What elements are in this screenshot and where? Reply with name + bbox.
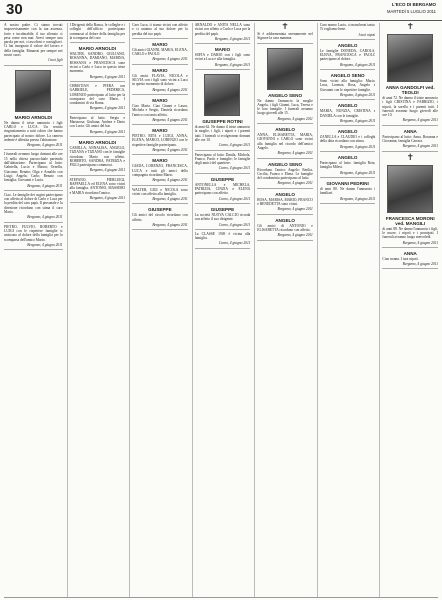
notice-place-date: Curno, 4 giugno 2011: [218, 222, 251, 227]
death-notice: [257, 46, 313, 124]
death-notice: [132, 157, 188, 185]
notice-text: Gli amici GIANNI, MARIA, ELENA, CARLO e PAOLO.: [132, 47, 188, 57]
notice-place-date: Bergamo, 4 giugno 2011: [402, 262, 438, 267]
deceased-name: ANNA: [403, 250, 417, 256]
column-6: [317, 23, 376, 597]
deceased-name: ANGELO: [337, 103, 358, 109]
notice-text: I Dirigenti della Banca, le colleghe e i colleghi dell'ufficio partecipano commossi al dolore della famiglia per la scomparsa del caro: [69, 23, 126, 40]
notice-place-date: Bergamo, 4 giugno 2011: [89, 129, 126, 134]
notice-place-date: Bergamo, 4 giugno 2011: [402, 118, 438, 123]
deceased-name: ANNA: [403, 128, 417, 134]
notice-text: WALTER, SANDRO, GIULIANO, ROSANNA, DAMIANO, MARINA, ROSSANA e FRANCESCA sono vicini a Carlo e Luca in questo triste momento.: [69, 52, 126, 74]
notice-place-date: Bergamo, 4 giugno 2011: [277, 151, 313, 156]
deceased-name: ANGELO SENO: [268, 92, 303, 98]
notice-text: La CLASSE 1949 è vicina alla famiglia.: [194, 231, 251, 241]
notice-text: Ne danno il triste annuncio i figli CARLO e LUCA. Un sentito ringraziamento a tutti coloro che hanno partecipato al nostro dolore. La camera ardente è allestita presso l'abitazione.: [4, 120, 63, 142]
notice-text: MARIA, NUNZIA, CRISTINA e DANIELA con le famiglie.: [319, 109, 376, 118]
death-notice: [320, 23, 376, 40]
death-notice: [320, 102, 376, 126]
notice-place-date: Bergamo, 4 giugno 2011: [152, 87, 188, 92]
notice-text: CAMILLA, ANNALISA, ANGELO, TIZIANA e TIZIANO con le famiglie ricordano Mario con affetto. ROBERTO, SANDRA, PATRIZIA e FIGLI partecipano commossi.: [69, 145, 126, 168]
notice-place-date: Bergamo, 4 giugno 2011: [340, 92, 376, 97]
notice-place-date: Bergamo, 4 giugno 2011: [340, 144, 376, 149]
deceased-name: FRANCESCA MORONI ved. MANGILI: [385, 215, 435, 226]
notice-text: Gli amici del circolo ricordano con affetto.: [132, 213, 188, 222]
notice-text: di anni 62. Ne danno il triste annuncio la moglie, i figli, i nipoti e i parenti tutti. I funerali si svolgeranno domani alle ore 10.: [194, 125, 251, 142]
notice-text: ANNA, ELISABETTA, MARIA, GIOVANNI e CARLO sono vicini alla famiglia nel ricordo dell'amico Angelo.: [257, 133, 313, 150]
notice-place-date: Bergamo, 4 giugno 2011: [89, 106, 126, 111]
column-7: [379, 23, 438, 597]
notice-text: Ne danno l'annuncio la moglie Angela, i figli Gianni, Luca, Teresa e le loro famiglie. I funerali avranno luogo giovedì alle 15.: [257, 98, 313, 116]
notice-place-date: Bergamo, 4 giugno 2011: [152, 178, 188, 183]
deceased-name: ANGELO: [337, 155, 358, 161]
notice-text: Si è addormentata serenamente nel Signore la cara mamma: [257, 32, 313, 41]
notice-place-date: Curno, 4 giugno 2011: [218, 196, 251, 201]
deceased-name: MARIO ARNOLDI: [14, 114, 52, 120]
deceased-name: GIUSEPPE: [210, 206, 235, 212]
death-notice: [132, 23, 188, 39]
deceased-name: ANNA GANDOLFI ved. TEOLDI: [385, 85, 435, 95]
death-notice: [4, 152, 63, 190]
notice-text: di anni 88. Ne danno l'annuncio i figli, le nuore, i nipoti e i pronipoti. I funerali avranno luogo mercoledì.: [382, 226, 438, 240]
notice-place-date: Bergamo, 4 giugno 2011: [89, 195, 126, 200]
deceased-name: GIUSEPPE ROTINI: [202, 119, 243, 125]
death-notice: [70, 84, 126, 114]
death-notice: [195, 206, 251, 230]
notice-text: Sono vicini alla famiglia: Mario, Luca, Lorenza, Rosa, Angelo e Giovanni con le rispettive famiglie.: [319, 79, 376, 92]
death-notice: [70, 178, 126, 203]
notice-text: WALTER, GIGI e NICOLA sono vicini con affetto alla famiglia.: [132, 187, 188, 196]
death-notice: [132, 41, 188, 65]
death-notice: [195, 46, 251, 70]
death-notice: [4, 225, 63, 250]
notice-text: Le famiglie DONEDA, CAROLA, ELENA, FRANCESCA e PAOLO partecipano al dolore.: [319, 48, 376, 62]
death-notice: [4, 23, 63, 66]
death-notice: [320, 128, 376, 152]
notice-text: PIETRO, FULVIO, ROBERTO e LUIGI con le rispettive famiglie si uniscono al dolore della famiglia per la scomparsa dell'amico Mario.: [4, 224, 63, 242]
notice-place-date: Bergamo, 4 giugno 2011: [340, 170, 376, 175]
portrait-photo: [387, 165, 433, 213]
notice-place-date: Bergamo, 4 giugno 2011: [27, 143, 63, 148]
notice-place-date: Bergamo, 4 giugno 2011: [277, 116, 313, 121]
death-notice: [320, 42, 376, 70]
death-notice: [257, 161, 313, 189]
death-notice: [195, 153, 251, 174]
deceased-name: ANGELO: [337, 42, 358, 48]
deceased-name: MARIO: [152, 41, 168, 47]
notice-text: Ciao. Le famiglie dei cugini partecipano con affetto al dolore di Carlo e Luca per la perdita del caro papà. Il personale e la direzione ricordano con stima il caro Mario.: [4, 192, 63, 215]
notice-place-date: Bergamo, 4 giugno 2011: [89, 168, 126, 173]
notice-place-date: Bergamo, 4 giugno 2011: [340, 62, 376, 67]
notice-place-date: Bergamo, 4 giugno 2011: [27, 183, 63, 188]
masthead: [0, 0, 442, 21]
cross-icon: ✝: [281, 23, 289, 32]
death-notice: [320, 72, 376, 100]
death-notice: [382, 128, 438, 152]
death-notice: [132, 206, 188, 230]
cross-icon: ✝: [406, 23, 414, 32]
death-notice: [4, 193, 63, 223]
notice-place-date: Bergamo, 4 giugno 2011: [27, 242, 63, 247]
death-notice: [132, 67, 188, 95]
notice-place-date: Bergamo, 4 giugno 2011: [277, 181, 313, 186]
notice-text: ARNALDO e ANITA NELLA sono vicini con affetto a Carlo e Luca per la perdita del papà.: [194, 23, 251, 36]
portrait-photo: [387, 34, 433, 82]
notice-text: La società NUOVA CALCIO ricorda con affetto il suo dirigente.: [194, 212, 251, 222]
deceased-name: MARIO: [152, 128, 168, 134]
notice-text: SOFIA e DARIO con i figli sono vicini a Luca e alla famiglia.: [194, 53, 251, 62]
death-notice: [382, 250, 438, 270]
death-notice: [70, 23, 126, 43]
deceased-name: MARIO ARNOLDI: [78, 46, 117, 52]
death-notice: [70, 45, 126, 82]
notice-place-date: Bergamo, 4 giugno 2011: [402, 240, 438, 245]
notice-text: di anni 72. Ne danno il triste annuncio i figli CRISTINA e FABRIZIO, i nipoti, la sorella e i parenti tutti. I funerali avranno luogo giovedì alle ore 10.: [382, 96, 438, 118]
page-number: 30: [6, 1, 23, 18]
portrait-photo: [267, 48, 303, 90]
deceased-name: GIUSEPPE: [148, 207, 172, 213]
death-notice: [382, 23, 438, 126]
death-notice: [70, 116, 126, 137]
column-2: [67, 23, 126, 597]
deceased-name: GIUSEPPE: [210, 176, 235, 182]
notice-text: ROSA, MARISA, MARIO, FRANCO e BENEDETTA sono vicini.: [257, 197, 313, 207]
notice-columns: [4, 23, 438, 597]
deceased-name: MARIO ARNOLDI: [78, 139, 117, 145]
death-notice: [70, 139, 126, 176]
death-notice: [132, 97, 188, 125]
column-1: [4, 23, 63, 597]
notice-text: di anni 80. Ne danno l'annuncio i familiari.: [319, 186, 376, 196]
death-notice: [195, 72, 251, 150]
deceased-name: ANGELO: [275, 191, 295, 197]
notice-place-date: Bergamo, 4 giugno 2011: [214, 36, 251, 41]
notice-text: Ciao nonna. I tuoi nipoti.: [382, 256, 419, 261]
death-notice: [257, 217, 313, 241]
notice-place-date: Curno, 4 giugno 2011: [218, 241, 251, 246]
column-5: [254, 23, 313, 597]
deceased-name: MARIO: [152, 67, 168, 73]
notice-text: ANTONELLA e MICHELA, PATRIZIA, CINZIA e ELENA partecipano con affetto.: [194, 182, 251, 196]
notice-place-date: Bergamo, 4 giugno 2011: [27, 215, 63, 220]
notice-text: Ciao Mario. Ciao Gianni e Laura, Michela e Sergio, Daniela ricordano l'amico con tanto affetto.: [132, 103, 188, 117]
portrait-photo: [204, 74, 240, 116]
notice-place-date: Bergamo, 4 giugno 2011: [340, 118, 376, 123]
notice-place-date: Bergamo, 4 giugno 2011: [152, 117, 188, 122]
death-notice: [320, 180, 376, 204]
notice-text: Ricordano l'amico Angelo: Emilia, Cecilia, Franco e Elena. Le famiglie del condominio partecipano al lutto.: [257, 167, 313, 181]
notice-text: Caro Luca, ti siamo vicini con affetto e ci uniamo al tuo dolore per la perdita del tuo papà.: [132, 23, 188, 36]
bottom-rule: [4, 597, 438, 598]
notice-place-date: Bergamo, 4 giugno 2011: [277, 233, 313, 238]
death-notice: [132, 127, 188, 155]
cross-icon: ✝: [406, 152, 414, 163]
notice-text: A nostro padre. Ci siamo trovati improvvisamente con la tua assenza, forte e incolmabile, il tuo silenzio ci pesa come non mai. Avevi sempre una parola per noi, ci ascoltavi e consigliavi. Ci hai insegnato il valore del lavoro e della famiglia. Rimarrai per sempre nei nostri cuori.: [4, 23, 63, 58]
death-notice: [195, 176, 251, 204]
notice-text: Partecipano al lutto: Danila, Michela, Franco, Paolo e famiglie; le famiglie degli amici del quartiere.: [194, 152, 251, 166]
notice-place-date: Bergamo, 4 giugno 2011: [152, 223, 188, 228]
deceased-name: MARIO: [152, 158, 168, 164]
notice-place-date: Bergamo, 4 giugno 2011: [152, 57, 188, 62]
notice-place-date: Bergamo, 4 giugno 2011: [152, 197, 188, 202]
column-3: [129, 23, 188, 597]
column-4: [192, 23, 251, 597]
death-notice: [257, 126, 313, 158]
notice-text: PIETRO, RITA e LUIGI, ANNA, ELENA, MARCO, LORENZO con le rispettive famiglie partecipano.: [132, 134, 188, 147]
notice-place-date: Bergamo, 4 giugno 2011: [152, 148, 188, 153]
notice-text: CHRISTIAN e PIERA con GABRIELE, FEDERICA, LORENZO partecipano al lutto per la scomparsa del caro Mario. I condomini di via Roma.: [69, 83, 126, 106]
notice-place-date: Bergamo, 4 giugno 2011: [340, 196, 376, 201]
deceased-name: ANGELO SENO: [268, 161, 303, 167]
notice-place-date: Curno, 4 giugno 2011: [218, 166, 251, 171]
deceased-name: MARIO: [152, 97, 168, 103]
death-notice: [382, 154, 438, 248]
death-notice: [257, 23, 313, 44]
deceased-name: GIOVANNI PEDRINI: [326, 180, 369, 186]
deceased-name: ANGELO: [275, 217, 295, 223]
notice-text: I funerali avranno luogo domani alle ore 15 nella chiesa parrocchiale partendo dall'abitazione. Partecipano al lutto: Gabriella, Lucio e Maura; Ornella; Giacomo; Renato; Olga e Arnaldo con Luigi; Angela; Carlo; Renato con famiglia; Giovanni e Lucia.: [4, 152, 63, 183]
notice-text: Gli amici FLAVIA, NICOLA e SILVIA con i figli sono vicini a Luca in questo momento di dolore.: [132, 73, 188, 87]
notice-place-date: Bergamo, 4 giugno 2011: [277, 207, 313, 212]
death-notice: [195, 23, 251, 44]
notice-text: Partecipano al lutto: Sergio e Mariarosa; Giuliana; Andrea e Dario con Lucia. Gli amici del bar.: [69, 115, 126, 129]
notice-place-date: Curno, 4 giugno 2011: [218, 143, 251, 148]
newspaper-name: L'ECO DI BERGAMO: [391, 2, 436, 7]
notice-place-date: Bergamo, 4 giugno 2011: [402, 144, 438, 149]
notice-text: GIADA, LORENZO, FRANCESCA, LUCA e tutti gli amici della compagnia ricordano Mario.: [132, 164, 188, 177]
notice-text: Partecipano al lutto: Anna, Rosanna e Giovanna; famiglia Carrara.: [382, 134, 438, 144]
issue-date: MARTEDÌ 5 LUGLIO 2011: [387, 9, 436, 14]
death-notice: [257, 191, 313, 215]
notice-place-date: I tuoi nipoti: [358, 32, 376, 37]
portrait-photo: [15, 70, 51, 112]
deceased-name: ANGELO: [275, 127, 295, 133]
death-notice: [132, 188, 188, 205]
notice-text: Partecipano al lutto: famiglia Rota, famiglia Milesi.: [319, 161, 376, 170]
death-notice: [195, 232, 251, 249]
notice-place-date: Bergamo, 4 giugno 2011: [214, 62, 251, 67]
notice-text: ZANELLA e CLAUDIO e i colleghi della ditta ricordano con stima.: [319, 135, 376, 144]
deceased-name: MARIO: [214, 47, 231, 53]
deceased-name: ANGELO: [337, 129, 358, 135]
notice-text: Caro nonno Lucio, ci mancherai tanto. Ti vogliamo bene.: [319, 23, 376, 32]
death-notice: [320, 154, 376, 178]
notice-place-date: I tuoi figli: [48, 58, 63, 63]
death-notice: [4, 68, 63, 151]
deceased-name: ANGELO SENO: [330, 73, 365, 79]
notice-place-date: Bergamo, 4 giugno 2011: [89, 74, 126, 79]
notice-text: Gli amici di ANTONIO e ELISABETTA ricordano con affetto.: [257, 223, 313, 232]
notice-text: STEFANO, PIERLUIGI, RAFFAELLA ed ELENA sono vicini alla famiglia. ANTONIO, MASSIMO e MARIA ricordano l'amico.: [69, 177, 126, 195]
